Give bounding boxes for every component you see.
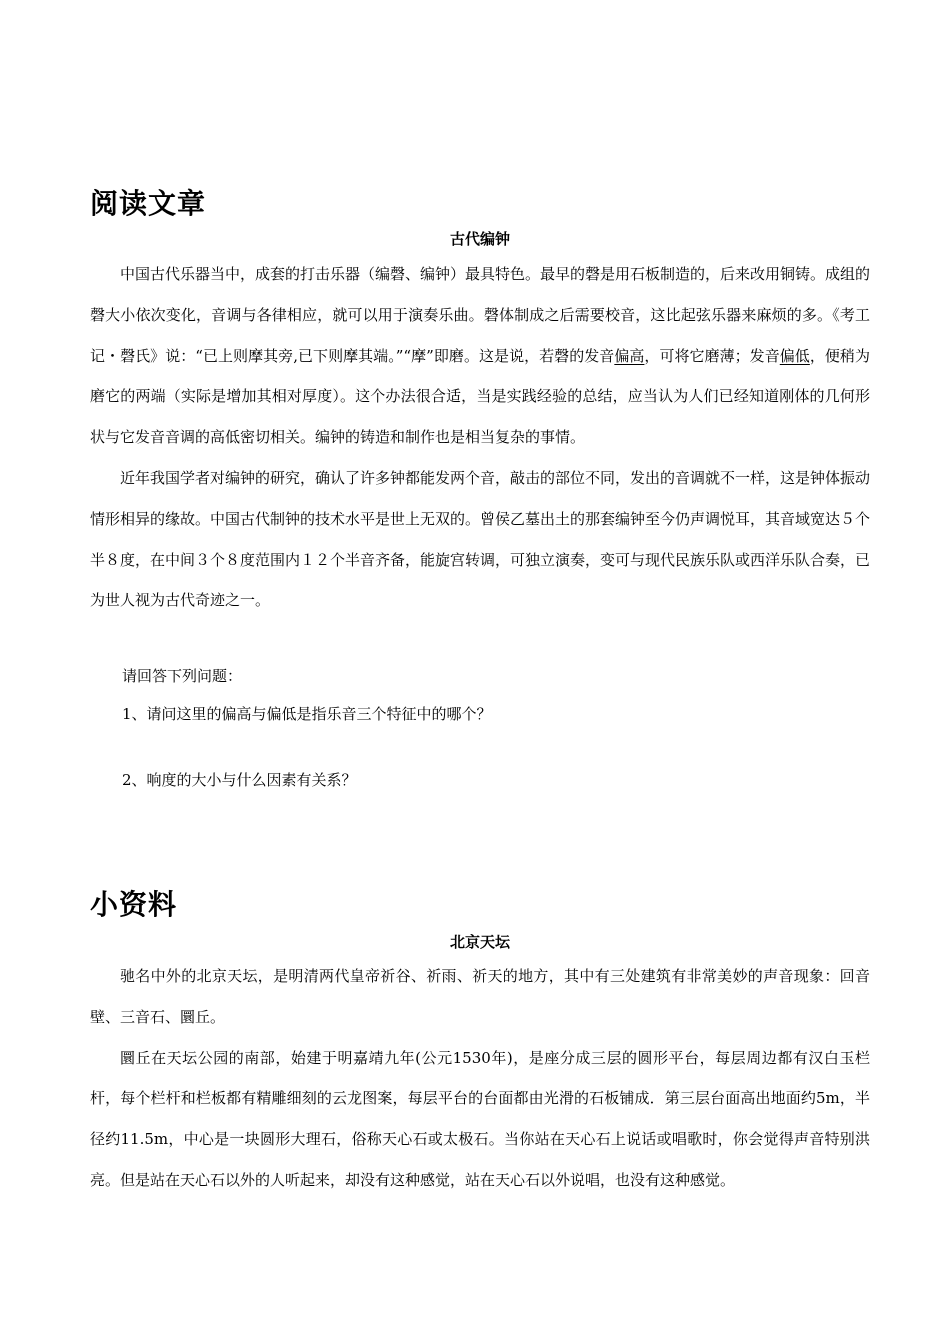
info-body xyxy=(90,956,870,1201)
underlined-term-low: 偏低 xyxy=(779,346,810,365)
question-1: 1、请问这里的偏高与偏低是指乐音三个特征中的哪个？ xyxy=(122,705,492,723)
question-2: 2、响度的大小与什么因素有关系？ xyxy=(122,771,357,789)
reading-paragraph-2: 近年我国学者对编钟的研究，确认了许多钟都能发两个音，敲击的部位不同，发出的音调就不一样，这是钟体振动情形相异的缘故。中国古代制钟的技术水平是世上无双的。曾侯乙墓出土的那套编钟至今仍声调悦耳，其音域宽达５个半８度，在中间３个８度范围内１２个半音齐备，能旋宫转调，可独立演奏，变可与现代民族乐队或西洋乐队合奏，已为世人视为古代奇迹之一。 xyxy=(90,468,871,610)
reading-article-title: 古代编钟 xyxy=(449,230,510,248)
reading-paragraph-1-text-b: ，可将它磨薄；发音 xyxy=(644,346,780,365)
reading-body xyxy=(90,254,870,621)
reading-paragraph-1 xyxy=(90,254,870,458)
reading-paragraph-1-text-c: ，便稍为磨它的两端（实际是增加其相对厚度）。这个办法很合适，当是实践经验的总结，应当认为人们已经知道刚体的几何形状与它发音音调的高低密切相关。编钟的铸造和制作也是相当复杂的事情。 xyxy=(90,346,870,447)
info-heading: 小资料 xyxy=(90,888,178,921)
question-prompt: 请回答下列问题： xyxy=(122,667,243,685)
info-paragraph-2: 圜丘在天坛公园的南部，始建于明嘉靖九年(公元1530年)，是座分成三层的圆形平台，每层周边都有汉白玉栏杆，每个栏杆和栏板都有精雕细刻的云龙图案，每层平台的台面都由光滑的石板铺成．第三层台面高出地面约5m，半径约11.5m，中心是一块圆形大理石，俗称天心石或太极石。当你站在天心石上说话或唱歌时，你会觉得声音特别洪亮。但是站在天心石以外的人听起来，却没有这种感觉，站在天心石以外说唱，也没有这种感觉。 xyxy=(90,1048,870,1189)
info-article-title: 北京天坛 xyxy=(449,933,510,951)
reading-heading: 阅读文章 xyxy=(90,187,207,220)
reading-paragraph-1-text-a: 中国古代乐器当中，成套的打击乐器（编磬、编钟）最具特色。最早的磬是用石板制造的，后来改用铜铸。成组的磬大小依次变化，音调与各律相应，就可以用于演奏乐曲。磬体制成之后需要校音，这比起弦乐器来麻烦的多。《考工记・磬氏》说：“已上则摩其旁,已下则摩其端。”“摩”即磨。这是说，若磬的发音 xyxy=(90,265,871,365)
underlined-term-high: 偏高 xyxy=(614,346,645,365)
info-paragraph-1: 驰名中外的北京天坛，是明清两代皇帝祈谷、祈雨、祈天的地方，其中有三处建筑有非常美妙的声音现象：回音壁、三音石、圜丘。 xyxy=(90,967,870,1026)
